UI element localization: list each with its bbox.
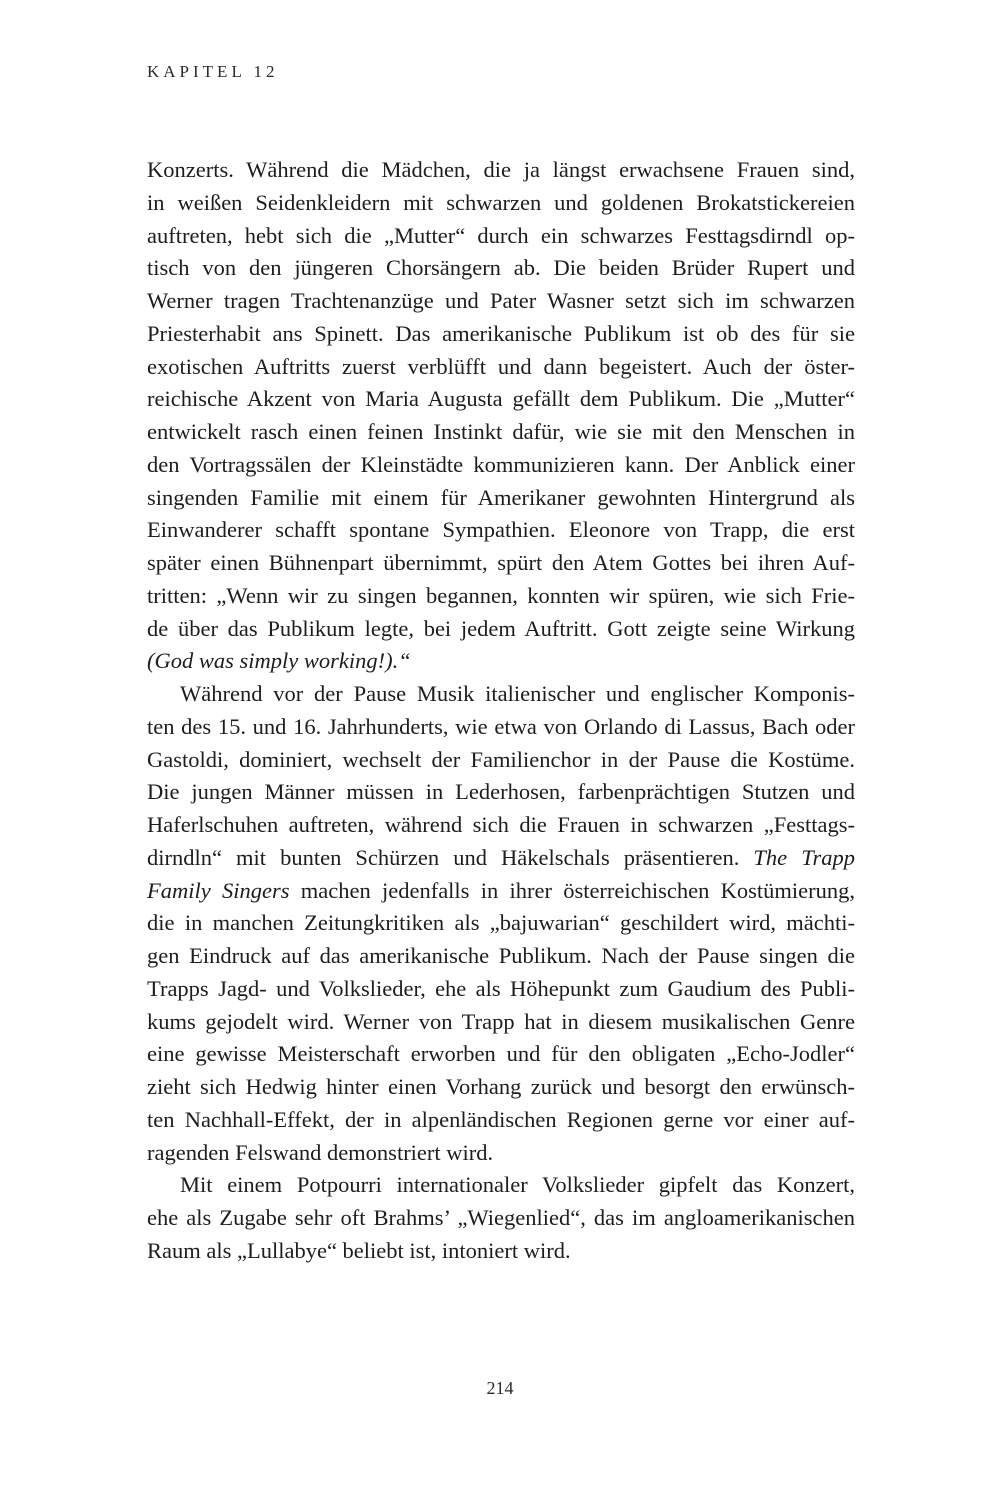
text-line: zieht sich Hedwig hinter einen Vorhang zurück und besorgt den erwünsch-: [147, 1074, 855, 1099]
text-fragment: dirndln“ mit bunten Schürzen und Häkelschals präsentieren.: [147, 844, 754, 870]
text-line: ragenden Felswand demonstriert wird.: [147, 1139, 494, 1165]
text-line-italic: (God was simply working!).“: [147, 648, 411, 674]
book-title-fragment: Family Singers: [147, 877, 290, 903]
text-line: Haferlschuhen auftreten, während sich die Frauen in schwarzen „Festtags-: [147, 812, 855, 837]
text-fragment: machen jedenfalls in ihrer österreichischen Kostümierung,: [289, 877, 855, 903]
text-line: entwickelt rasch einen feinen Instinkt dafür, wie sie mit den Menschen in: [147, 419, 855, 444]
text-line: tritten: „Wenn wir zu singen begannen, konnten wir spüren, wie sich Frie-: [147, 582, 855, 608]
text-line: Konzerts. Während die Mädchen, die ja längst erwachsene Frauen sind,: [147, 157, 855, 182]
body-text: [147, 154, 855, 1268]
running-head: KAPITEL 12: [147, 62, 279, 81]
text-line: den Vortragssälen der Kleinstädte kommunizieren kann. Der Anblick einer: [147, 451, 855, 477]
text-line: Gastoldi, dominiert, wechselt der Familienchor in der Pause die Kostüme.: [147, 746, 855, 772]
text-line: kums gejodelt wird. Werner von Trapp hat in diesem musikalischen Genre: [147, 1008, 855, 1034]
text-line: ten des 15. und 16. Jahrhunderts, wie etwa von Orlando di Lassus, Bach oder: [147, 713, 855, 739]
text-line: exotischen Auftritts zuerst verblüfft und dann begeistert. Auch der öster-: [147, 353, 855, 379]
text-line-mixed: [147, 842, 855, 875]
text-line: Priesterhabit ans Spinett. Das amerikanische Publikum ist ob des für sie: [147, 320, 855, 346]
paragraph-2: [147, 678, 855, 1169]
paragraph-1: [147, 154, 855, 678]
text-line-mixed: [147, 875, 855, 908]
text-line: ten Nachhall-Effekt, der in alpenländischen Regionen gerne vor einer auf-: [147, 1106, 855, 1132]
text-line: tisch von den jüngeren Chorsängern ab. Die beiden Brüder Rupert und: [147, 255, 855, 281]
text-line: ehe als Zugabe sehr oft Brahms’ „Wiegenlied“, das im angloamerikanischen: [147, 1205, 855, 1230]
text-line: auftreten, hebt sich die „Mutter“ durch ein schwarzes Festtagsdirndl op-: [147, 222, 855, 248]
text-line: reichische Akzent von Maria Augusta gefällt dem Publikum. Die „Mutter“: [147, 386, 855, 412]
text-line: Mit einem Potpourri internationaler Volkslieder gipfelt das Konzert,: [180, 1172, 855, 1198]
text-line: in weißen Seidenkleidern mit schwarzen und goldenen Brokatstickereien: [147, 189, 855, 215]
page-number: 214: [486, 1378, 514, 1398]
text-line: später einen Bühnenpart übernimmt, spürt den Atem Gottes bei ihren Auf-: [147, 550, 855, 575]
text-line: gen Eindruck auf das amerikanische Publikum. Nach der Pause singen die: [147, 943, 855, 968]
text-line: Werner tragen Trachtenanzüge und Pater Wasner setzt sich im schwarzen: [147, 288, 855, 313]
text-line: Trapps Jagd- und Volkslieder, ehe als Höhepunkt zum Gaudium des Publi-: [147, 975, 855, 1001]
text-line: Einwanderer schafft spontane Sympathien. Eleonore von Trapp, die erst: [147, 517, 855, 543]
text-line: eine gewisse Meisterschaft erworben und für den obligaten „Echo-Jodler“: [147, 1041, 855, 1067]
text-line: die in manchen Zeitungkritiken als „bajuwarian“ geschildert wird, mächti-: [147, 910, 855, 936]
text-line: Die jungen Männer müssen in Lederhosen, farbenprächtigen Stutzen und: [147, 779, 855, 805]
text-line: singenden Familie mit einem für Amerikaner gewohnten Hintergrund als: [147, 484, 855, 510]
paragraph-3: [147, 1169, 855, 1267]
text-line: de über das Publikum legte, bei jedem Auftritt. Gott zeigte seine Wirkung: [147, 615, 855, 641]
book-title-fragment: The Trapp: [753, 844, 855, 870]
text-line: Während vor der Pause Musik italienischer und englischer Komponis-: [180, 681, 855, 706]
text-line: Raum als „Lullabye“ beliebt ist, intoniert wird.: [147, 1237, 571, 1263]
